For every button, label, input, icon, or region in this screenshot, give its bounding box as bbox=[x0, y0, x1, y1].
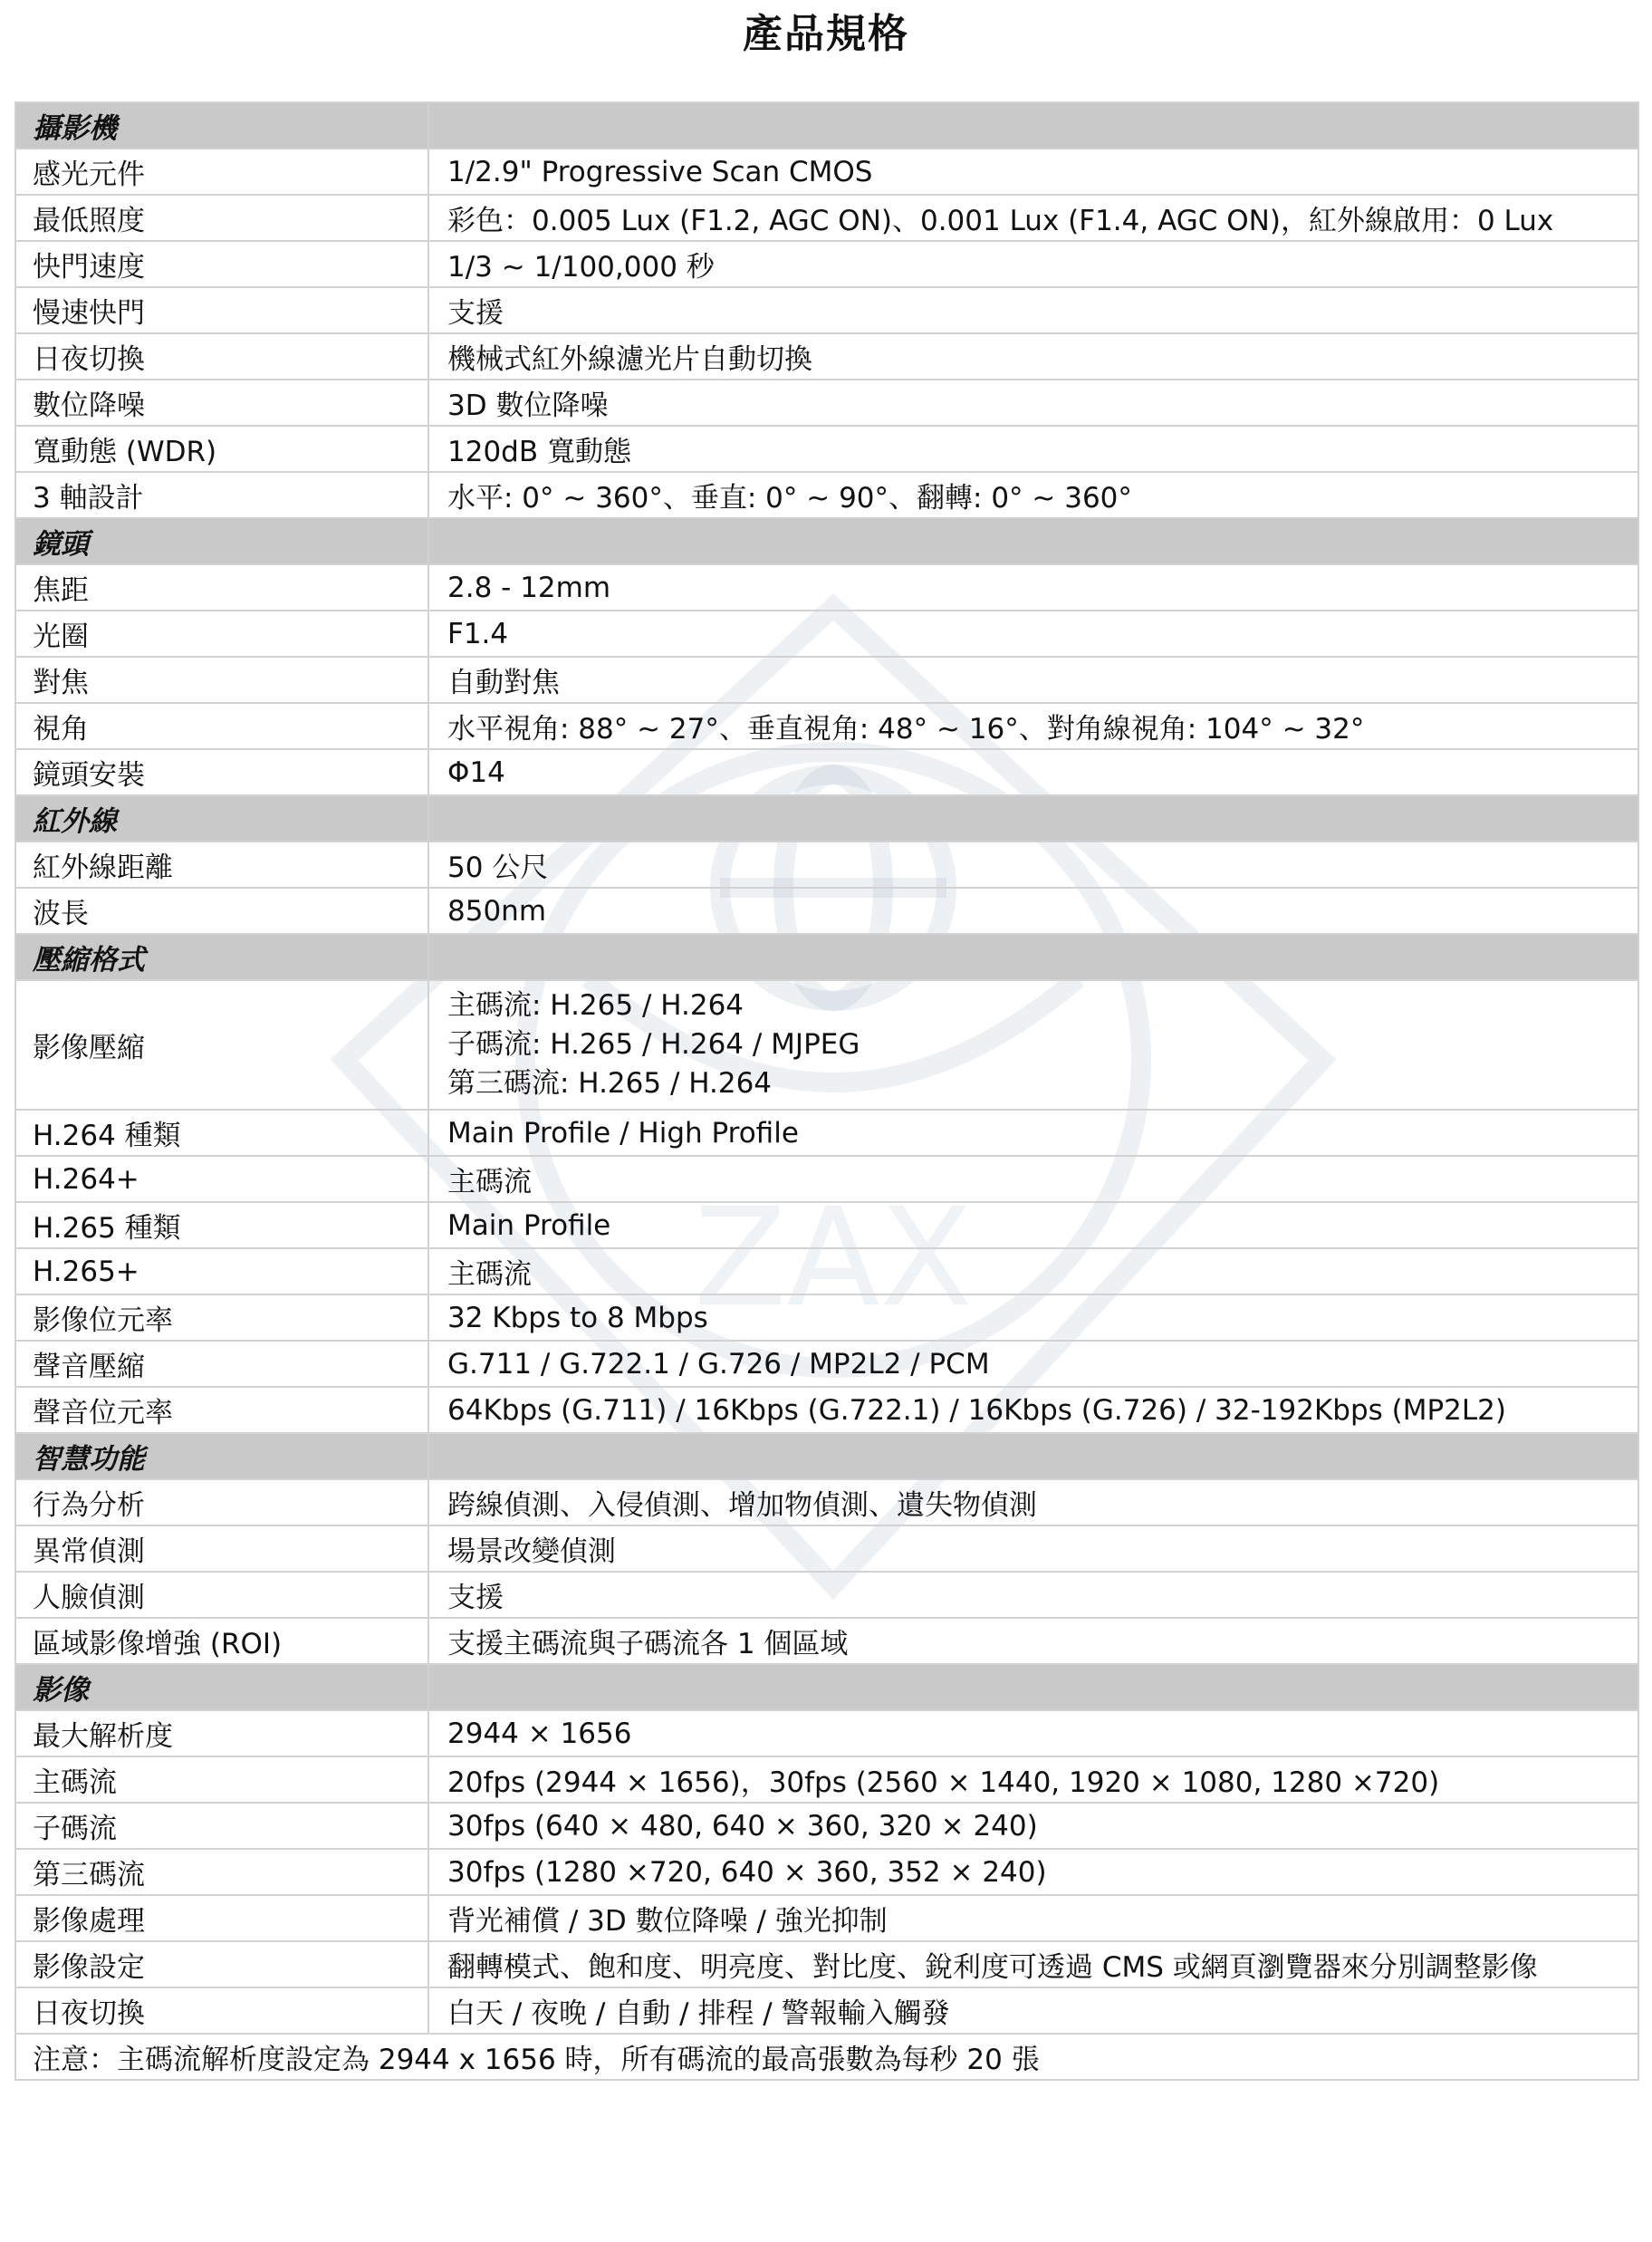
spec-value bbox=[428, 333, 1638, 380]
spec-row bbox=[15, 380, 1638, 426]
spec-value-line: 32 Kbps to 8 Mbps bbox=[447, 1301, 708, 1334]
section-header bbox=[15, 1433, 1638, 1479]
spec-value bbox=[428, 1156, 1638, 1202]
spec-value-line: F1.4 bbox=[447, 617, 509, 650]
spec-value bbox=[428, 1479, 1638, 1525]
spec-value bbox=[428, 1987, 1638, 2034]
spec-value bbox=[428, 1572, 1638, 1618]
spec-value-line: 白天 / 夜晚 / 自動 / 排程 / 警報輸入觸發 bbox=[447, 1997, 950, 2030]
spec-value-line: 場景改變偵測 bbox=[447, 1535, 616, 1568]
section-header-blank bbox=[428, 934, 1638, 980]
spec-value bbox=[428, 1387, 1638, 1433]
spec-row bbox=[15, 842, 1638, 888]
spec-row bbox=[15, 1849, 1638, 1895]
section-title: 紅外線 bbox=[15, 795, 428, 842]
spec-row bbox=[15, 1525, 1638, 1572]
spec-value bbox=[428, 1110, 1638, 1156]
spec-value bbox=[428, 380, 1638, 426]
spec-value-line: Main Profile bbox=[447, 1208, 611, 1242]
section-header bbox=[15, 795, 1638, 842]
spec-label: 影像設定 bbox=[15, 1941, 428, 1987]
spec-value-line: 水平: 0° ~ 360°、垂直: 0° ~ 90°、翻轉: 0° ~ 360° bbox=[447, 482, 1132, 515]
spec-value bbox=[428, 1202, 1638, 1248]
spec-value bbox=[428, 241, 1638, 287]
spec-row bbox=[15, 611, 1638, 657]
spec-label: 視角 bbox=[15, 703, 428, 749]
spec-row bbox=[15, 1803, 1638, 1849]
spec-row bbox=[15, 1294, 1638, 1341]
section-title: 影像 bbox=[15, 1664, 428, 1710]
section-title: 智慧功能 bbox=[15, 1433, 428, 1479]
spec-label: 行為分析 bbox=[15, 1479, 428, 1525]
section-title: 鏡頭 bbox=[15, 518, 428, 564]
spec-label: 異常偵測 bbox=[15, 1525, 428, 1572]
spec-value bbox=[428, 888, 1638, 934]
spec-value bbox=[428, 1849, 1638, 1895]
spec-row bbox=[15, 657, 1638, 703]
spec-value-line: 支援主碼流與子碼流各 1 個區域 bbox=[447, 1628, 849, 1660]
spec-value-line: 1/3 ~ 1/100,000 秒 bbox=[447, 251, 715, 284]
spec-value bbox=[428, 426, 1638, 472]
spec-row bbox=[15, 1941, 1638, 1987]
spec-value-line: 3D 數位降噪 bbox=[447, 390, 609, 422]
spec-row bbox=[15, 1987, 1638, 2034]
spec-value-line: 1/2.9" Progressive Scan CMOS bbox=[447, 155, 873, 188]
spec-label: 聲音壓縮 bbox=[15, 1341, 428, 1387]
spec-label: 波長 bbox=[15, 888, 428, 934]
note-row bbox=[15, 2034, 1638, 2080]
spec-value bbox=[428, 1895, 1638, 1941]
spec-value-line: 支援 bbox=[447, 1582, 504, 1614]
section-header-blank bbox=[428, 1433, 1638, 1479]
section-header bbox=[15, 518, 1638, 564]
spec-value-line: 第三碼流: H.265 / H.264 bbox=[447, 1067, 773, 1100]
spec-value bbox=[428, 1341, 1638, 1387]
spec-value bbox=[428, 564, 1638, 611]
spec-value bbox=[428, 1756, 1638, 1803]
spec-row bbox=[15, 749, 1638, 795]
spec-row bbox=[15, 1756, 1638, 1803]
spec-label: H.265 種類 bbox=[15, 1202, 428, 1248]
spec-value-line: Φ14 bbox=[447, 755, 505, 789]
spec-label: 日夜切換 bbox=[15, 333, 428, 380]
spec-value bbox=[428, 1248, 1638, 1294]
spec-value bbox=[428, 1803, 1638, 1849]
spec-row bbox=[15, 287, 1638, 333]
spec-value-line: 50 公尺 bbox=[447, 852, 549, 884]
section-header bbox=[15, 1664, 1638, 1710]
spec-value bbox=[428, 749, 1638, 795]
spec-label: 紅外線距離 bbox=[15, 842, 428, 888]
spec-label: 子碼流 bbox=[15, 1803, 428, 1849]
spec-row bbox=[15, 1895, 1638, 1941]
spec-label: 最低照度 bbox=[15, 195, 428, 241]
spec-row bbox=[15, 1156, 1638, 1202]
spec-row bbox=[15, 1341, 1638, 1387]
spec-row bbox=[15, 980, 1638, 1110]
spec-row bbox=[15, 472, 1638, 518]
spec-row bbox=[15, 1202, 1638, 1248]
section-title: 攝影機 bbox=[15, 102, 428, 149]
spec-value-line: 子碼流: H.265 / H.264 / MJPEG bbox=[447, 1028, 860, 1061]
spec-row bbox=[15, 1572, 1638, 1618]
spec-value bbox=[428, 611, 1638, 657]
spec-label: H.264+ bbox=[15, 1156, 428, 1202]
spec-value-line: 支援 bbox=[447, 297, 504, 330]
spec-label: 焦距 bbox=[15, 564, 428, 611]
spec-value bbox=[428, 1941, 1638, 1987]
spec-value-line: 背光補償 / 3D 數位降噪 / 強光抑制 bbox=[447, 1905, 888, 1938]
page-title: 產品規格 bbox=[743, 11, 909, 57]
spec-value bbox=[428, 980, 1638, 1110]
spec-value-line: 2.8 - 12mm bbox=[447, 571, 611, 604]
spec-value-line: 自動對焦 bbox=[447, 667, 560, 699]
spec-value bbox=[428, 1294, 1638, 1341]
spec-label: H.264 種類 bbox=[15, 1110, 428, 1156]
spec-row bbox=[15, 241, 1638, 287]
spec-row bbox=[15, 1618, 1638, 1664]
spec-table bbox=[14, 101, 1639, 2081]
spec-value bbox=[428, 472, 1638, 518]
spec-value-line: 64Kbps (G.711) / 16Kbps (G.722.1) / 16Kbps (G.726) / 32-192Kbps (MP2L2) bbox=[447, 1393, 1506, 1427]
section-title: 壓縮格式 bbox=[15, 934, 428, 980]
spec-label: 感光元件 bbox=[15, 149, 428, 195]
spec-value-line: 2944 × 1656 bbox=[447, 1717, 632, 1750]
spec-row bbox=[15, 333, 1638, 380]
spec-label: H.265+ bbox=[15, 1248, 428, 1294]
section-header bbox=[15, 934, 1638, 980]
spec-value bbox=[428, 657, 1638, 703]
spec-value-line: 主碼流 bbox=[447, 1258, 532, 1291]
section-header-blank bbox=[428, 1664, 1638, 1710]
spec-value bbox=[428, 1525, 1638, 1572]
spec-row bbox=[15, 703, 1638, 749]
spec-value-line: 850nm bbox=[447, 894, 547, 928]
spec-label: 慢速快門 bbox=[15, 287, 428, 333]
spec-label: 影像壓縮 bbox=[15, 980, 428, 1110]
spec-label: 數位降噪 bbox=[15, 380, 428, 426]
spec-value-line: 30fps (640 × 480, 640 × 360, 320 × 240) bbox=[447, 1809, 1038, 1843]
spec-value-line: 水平視角: 88° ~ 27°、垂直視角: 48° ~ 16°、對角線視角: 104° ~ 32° bbox=[447, 713, 1365, 746]
note-text: 注意：主碼流解析度設定為 2944 x 1656 時，所有碼流的最高張數為每秒 20 張 bbox=[15, 2034, 1638, 2080]
spec-label: 3 軸設計 bbox=[15, 472, 428, 518]
spec-label: 對焦 bbox=[15, 657, 428, 703]
spec-value-line: 主碼流: H.265 / H.264 bbox=[447, 989, 744, 1022]
spec-value-line: 120dB 寬動態 bbox=[447, 436, 631, 468]
spec-row bbox=[15, 1110, 1638, 1156]
spec-row bbox=[15, 1479, 1638, 1525]
spec-value-line: 主碼流 bbox=[447, 1166, 532, 1198]
spec-value bbox=[428, 842, 1638, 888]
spec-value bbox=[428, 703, 1638, 749]
spec-value bbox=[428, 287, 1638, 333]
spec-value bbox=[428, 149, 1638, 195]
spec-label: 人臉偵測 bbox=[15, 1572, 428, 1618]
section-header-blank bbox=[428, 518, 1638, 564]
spec-row bbox=[15, 1710, 1638, 1756]
spec-value bbox=[428, 1710, 1638, 1756]
spec-row bbox=[15, 564, 1638, 611]
spec-value-line: G.711 / G.722.1 / G.726 / MP2L2 / PCM bbox=[447, 1347, 990, 1381]
section-header-blank bbox=[428, 102, 1638, 149]
spec-value-line: Main Profile / High Profile bbox=[447, 1116, 799, 1150]
spec-value-line: 翻轉模式、飽和度、明亮度、對比度、銳利度可透過 CMS 或網頁瀏覽器來分別調整影像 bbox=[447, 1951, 1538, 1984]
spec-value bbox=[428, 1618, 1638, 1664]
spec-row bbox=[15, 1248, 1638, 1294]
spec-label: 鏡頭安裝 bbox=[15, 749, 428, 795]
spec-label: 快門速度 bbox=[15, 241, 428, 287]
spec-row bbox=[15, 888, 1638, 934]
spec-label: 光圈 bbox=[15, 611, 428, 657]
spec-label: 影像處理 bbox=[15, 1895, 428, 1941]
spec-value-line: 機械式紅外線濾光片自動切換 bbox=[447, 343, 812, 376]
spec-label: 主碼流 bbox=[15, 1756, 428, 1803]
spec-label: 區域影像增強 (ROI) bbox=[15, 1618, 428, 1664]
spec-row bbox=[15, 149, 1638, 195]
spec-value-line: 彩色：0.005 Lux (F1.2, AGC ON)、0.001 Lux (F1.4, AGC ON)，紅外線啟用：0 Lux bbox=[447, 205, 1554, 237]
section-header-blank bbox=[428, 795, 1638, 842]
section-header bbox=[15, 102, 1638, 149]
spec-label: 聲音位元率 bbox=[15, 1387, 428, 1433]
spec-label: 第三碼流 bbox=[15, 1849, 428, 1895]
spec-value-line: 30fps (1280 ×720, 640 × 360, 352 × 240) bbox=[447, 1855, 1047, 1889]
spec-value bbox=[428, 195, 1638, 241]
watermark-text: ZAX bbox=[693, 1179, 974, 1337]
spec-label: 日夜切換 bbox=[15, 1987, 428, 2034]
spec-value-line: 20fps (2944 × 1656)，30fps (2560 × 1440, 1920 × 1080, 1280 ×720) bbox=[447, 1766, 1440, 1799]
spec-row bbox=[15, 195, 1638, 241]
spec-label: 最大解析度 bbox=[15, 1710, 428, 1756]
spec-label: 影像位元率 bbox=[15, 1294, 428, 1341]
spec-row bbox=[15, 1387, 1638, 1433]
spec-value-line: 跨線偵測、入侵偵測、增加物偵測、遺失物偵測 bbox=[447, 1489, 1037, 1522]
spec-row bbox=[15, 426, 1638, 472]
spec-label: 寬動態 (WDR) bbox=[15, 426, 428, 472]
